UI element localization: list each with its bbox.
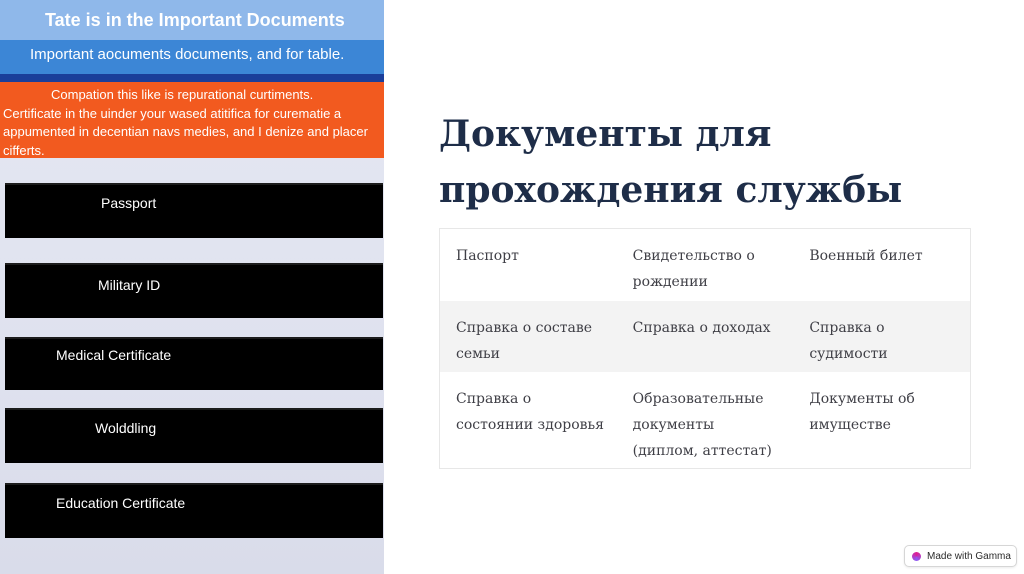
table-row [440, 301, 970, 372]
table-row [440, 229, 970, 301]
table-cell: Военный билет [809, 248, 923, 264]
document-illustration [0, 0, 384, 574]
illustration-stripe [0, 74, 384, 82]
page-title-line: Документы для [439, 113, 772, 155]
page-title-line: прохождения службы [439, 169, 903, 211]
illustration-box-label: Medical Certificate [56, 347, 172, 363]
illustration-box-label: Military ID [98, 277, 161, 293]
illustration-box-label: Wolddling [95, 420, 157, 436]
illustration-description-line: Compation this like is repurational curtiments. [51, 87, 314, 102]
badge-label: Made with Gamma [927, 550, 1011, 562]
table-cell: Справка о состоянии здоровья [456, 391, 604, 433]
illustration-box-wolddling [5, 408, 383, 463]
table-cell: Справка о судимости [809, 320, 888, 362]
illustration-description-line: appumented in decentian navs medies, and I denize and placer [3, 124, 368, 139]
illustration-subtitle: Important aocuments documents, and for table. [0, 40, 384, 74]
illustration-description [0, 82, 384, 158]
table-cell: Справка о составе семьи [456, 320, 593, 362]
table-cell: Паспорт [456, 248, 519, 264]
table-cell: Образовательные документы (диплом, аттестат) [632, 391, 772, 459]
table-row [440, 372, 970, 468]
illustration-box-label: Passport [101, 195, 157, 211]
table-cell: Документы об имуществе [809, 391, 915, 433]
illustration-description-line: cifferts. [3, 142, 45, 158]
illustration-box-medical-certificate [5, 337, 383, 390]
table-cell: Справка о доходах [632, 320, 771, 336]
illustration-box-military-id [5, 263, 383, 318]
page-title [439, 106, 959, 218]
illustration-box-education-certificate [5, 483, 383, 538]
documents-table [439, 228, 971, 469]
illustration-box-label: Education Certificate [56, 495, 186, 511]
illustration-title: Tate is in the Important Documents [0, 0, 384, 40]
table-cell: Свидетельство о рождении [632, 248, 755, 290]
gamma-logo-icon [912, 552, 921, 561]
made-with-gamma-badge[interactable] [904, 545, 1017, 567]
illustration-box-passport [5, 183, 383, 238]
illustration-description-line: Certificate in the uinder your wased atitifica for curematie a [3, 105, 342, 121]
